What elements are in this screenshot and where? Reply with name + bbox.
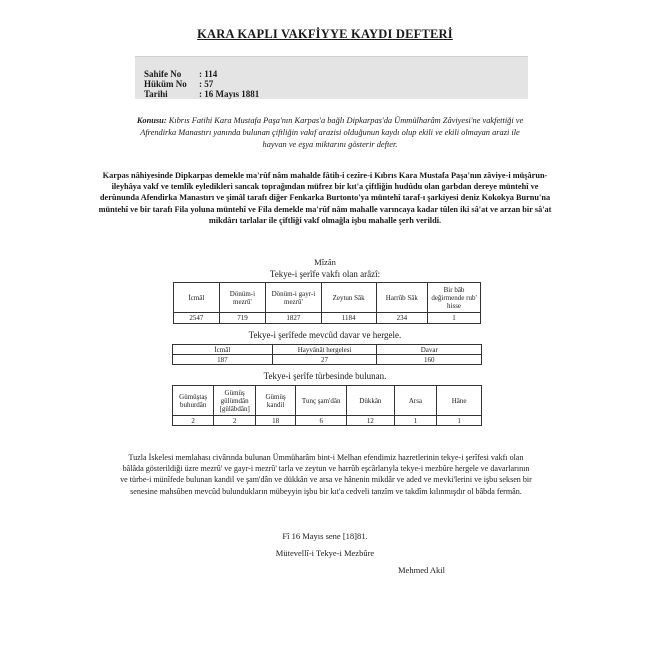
closing-paragraph: Tuzla İskelesi memlahası civârında bulunan Ümmüharâm bint-i Melhan efendimiz hazretlerinin tekye-i şerîfesi vakfı olan bâlâda gösterildiǧi üzre mezrû' ve gayr-i mezrû' tarla ve zeytun ve harrûb eşcârlarıyla tekye-i mezbûre hergele ve davarlarının ve türbe-i münîfede bulunan kandil ve şam'dân ve dükkân ve arsa ve hânenin mikdâr ve aded ve mevki'lerini ve işbu seksen bir senesine mahsûben mevcûd bulundukların mübeyyin işbu bir kıt'a cedveli tanzîm ve takdîm kılınmışdır ol bâbda fermân. (120, 453, 532, 496)
table-header-cell: İcmâl (174, 283, 220, 313)
sahife-label: Sahife No (144, 69, 182, 79)
table-cell: 1 (428, 313, 481, 324)
tarihi-value: : 16 Mayıs 1881 (199, 89, 260, 99)
table-header-cell: Gümüştaş buhurdân (173, 386, 214, 416)
table-header-cell: Gümüş kandil (255, 386, 295, 416)
mizan-heading: Mîzân (314, 257, 336, 267)
table-cell: 27 (272, 355, 377, 365)
table-cell: 2547 (174, 313, 220, 324)
hukum-row (144, 79, 213, 89)
hukum-value: : 57 (199, 79, 214, 89)
table-cell: 1 (437, 416, 482, 426)
livestock-table-value-row (173, 355, 482, 365)
date-line: Fî 16 Mayıs sene [18]81. (282, 531, 368, 541)
tarihi-row (144, 89, 259, 99)
table-cell: 187 (173, 355, 273, 365)
konusu-label: Konusu: (136, 116, 167, 125)
subject-summary (130, 115, 530, 151)
main-paragraph: Karpas nâhiyesinde Dipkarpas demekle ma'rûf nâm mahalde fâtih-i cezîre-i Kıbrıs Kara Mustafa Paşa'nın zâviye-i müşârun-ileyhâya vakf ve temlîk eyledikleri sancak topraǧından müfrez bir kıt'a çiftliǧin hudûdu olan garbdan dereye müntehî ve derûnunda Afendirka Manastırı ve şimâl tarafı diǧer Fenkarka Burtonto'ya müntehî taraf-ı şarkiyesi deniz Kokokya Burnu'na müntehî ve bir tarafı Fila yoluna müntehî ve Fila demekle ma'rûf nâm mahalle varıncaya kadar tûlen iki sâ'at ve arzan bir sâ'at mikdârı tarlalar ile çiftliǧi vakf olmaǧla işbu mahalle şerh verildi. (98, 171, 552, 225)
table-cell: 12 (347, 416, 394, 426)
tomb-items-table (172, 385, 482, 426)
table2-caption: Tekye-i şerîfede mevcûd davar ve hergele. (248, 330, 402, 340)
livestock-table-header-row (173, 345, 482, 355)
table-cell: 234 (376, 313, 427, 324)
table-header-cell: İcmâl (173, 345, 273, 355)
table-header-cell: Hâne (437, 386, 482, 416)
land-table-value-row (174, 313, 481, 324)
table-cell: 2 (173, 416, 214, 426)
table-header-cell: Bir bâb değirmende rub' hisse (428, 283, 481, 313)
table-cell: 1 (394, 416, 437, 426)
table-cell: 6 (296, 416, 347, 426)
hukum-label: Hüküm No (144, 79, 187, 89)
table-header-cell: Gümüş gülümdân [gülâbdân] (214, 386, 256, 416)
tomb-items-value-row (173, 416, 482, 426)
document-title: KARA KAPLI VAKFİYYE KAYDI DEFTERİ (197, 27, 453, 41)
sahife-row (144, 69, 217, 79)
land-table-header-row (174, 283, 481, 313)
tomb-items-header-row (173, 386, 482, 416)
signer-name: Mehmed Akil (398, 565, 445, 575)
table-header-cell: Dönüm-i mezrû' (219, 283, 266, 313)
table-cell: 18 (255, 416, 295, 426)
sahife-value: : 114 (199, 69, 218, 79)
table-cell: 719 (219, 313, 266, 324)
table-header-cell: Dönüm-i gayr-i mezrû' (266, 283, 321, 313)
tarihi-label: Tarihi (144, 89, 168, 99)
table-cell: 1827 (266, 313, 321, 324)
table-header-cell: Hayvânât hergelesi (272, 345, 377, 355)
livestock-table (172, 344, 482, 365)
table-cell: 160 (377, 355, 482, 365)
table-header-cell: Dükkân (347, 386, 394, 416)
land-table (173, 282, 481, 324)
table-cell: 1184 (321, 313, 376, 324)
table-header-cell: Davar (377, 345, 482, 355)
table3-caption: Tekye-i şerîfe türbesinde bulunan. (263, 371, 387, 381)
table-header-cell: Arsa (394, 386, 437, 416)
table1-caption: Tekye-i şerîfe vakfı olan arâzî: (269, 269, 381, 279)
record-metadata-box (135, 56, 528, 99)
konusu-text: Kıbrıs Fatihi Kara Mustafa Paşa'nın Karpas'a bağlı Dipkarpas'da Ümmülharâm Zâviyesi'ne vakfettiği ve Afrendirka Manastırı yanında bulunan çiftliğin vakıf arazisi olduğunun kaydı olup ekili ve ekili olmayan arazi ile hayvan ve eşya miktarını gösterir defter. (140, 116, 524, 149)
table-header-cell: Tunç şam'dân (296, 386, 347, 416)
table-header-cell: Harrûb Sâk (376, 283, 427, 313)
table-header-cell: Zeytun Sâk (321, 283, 376, 313)
trustee-title: Mütevellî-i Tekye-i Mezbûre (275, 548, 375, 558)
table-cell: 2 (214, 416, 256, 426)
